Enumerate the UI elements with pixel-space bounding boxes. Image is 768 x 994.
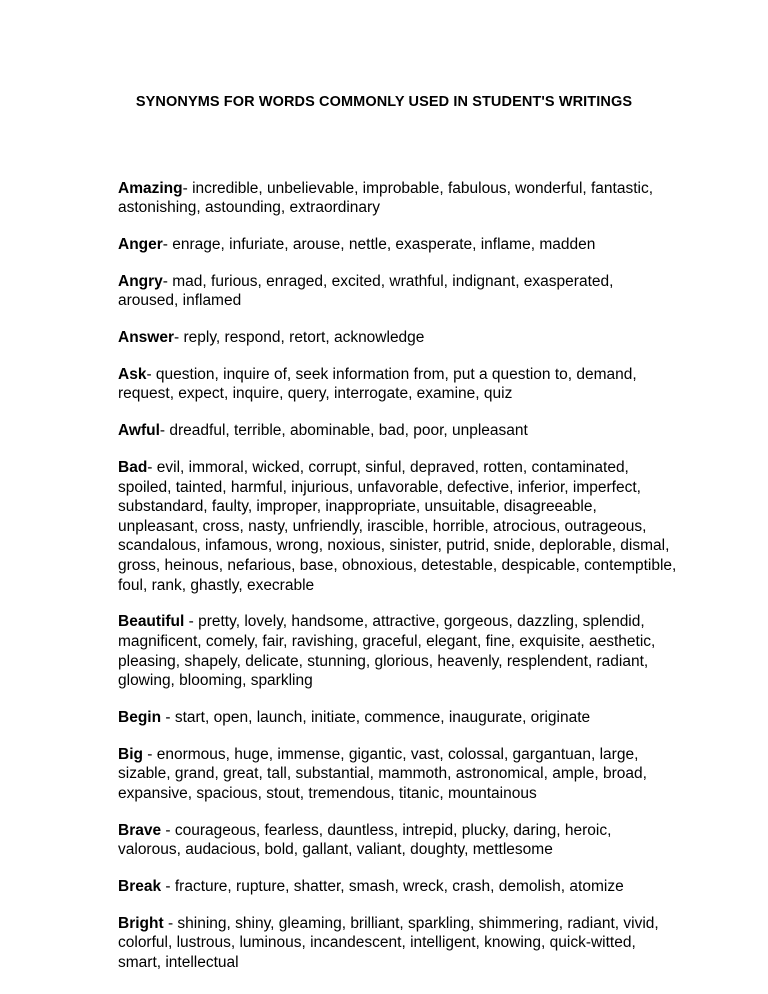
entry-synonyms: enrage, infuriate, arouse, nettle, exasperate, inflame, madden (172, 235, 596, 253)
synonym-entry-awful (118, 421, 678, 441)
entry-synonyms: courageous, fearless, dauntless, intrepid, plucky, daring, heroic, valorous, audacious, bold, gallant, valiant, doughty, mettlesome (118, 821, 612, 859)
entry-synonyms: enormous, huge, immense, gigantic, vast, colossal, gargantuan, large, sizable, grand, great, tall, substantial, mammoth, astronomical, ample, broad, expansive, spacious, stout, tremendous, titanic, mountainous (118, 745, 647, 802)
entry-word: Answer (118, 329, 174, 347)
synonym-entry-bright (118, 914, 678, 973)
entry-word: Beautiful (118, 613, 185, 631)
entry-synonyms: incredible, unbelievable, improbable, fabulous, wonderful, fantastic, astonishing, astounding, extraordinary (118, 179, 654, 217)
entry-word: Awful (118, 422, 160, 440)
synonym-entry-begin (118, 708, 678, 728)
entry-separator: - (174, 329, 184, 347)
entry-synonyms: evil, immoral, wicked, corrupt, sinful, depraved, rotten, contaminated, spoiled, tainted, harmful, injurious, unfavorable, defective, inferior, imperfect, substandard, faulty, improper, inappropriate, unsuitable, disagreeable, unpleasant, cross, nasty, unfriendly, irascible, horrible, atrocious, outrageous, scandalous, infamous, wrong, noxious, sinister, putrid, snide, deplorable, dismal, gross, heinous, nefarious, base, obnoxious, detestable, despicable, contemptible, foul, rank, ghastly, execrable (118, 458, 677, 594)
entry-word: Ask (118, 365, 147, 383)
synonym-entry-brave (118, 821, 678, 860)
entry-separator: - (146, 365, 156, 383)
entry-synonyms: reply, respond, retort, acknowledge (183, 329, 425, 347)
synonym-list (118, 163, 678, 990)
entry-word: Break (118, 878, 162, 895)
entry-separator: - (162, 272, 173, 290)
entry-synonyms: start, open, launch, initiate, commence, inaugurate, originate (174, 708, 591, 726)
entry-synonyms: question, inquire of, seek information from, put a question to, demand, request, expect, inquire, query, interrogate, examine, quiz (118, 365, 637, 403)
synonym-entry-angry (118, 272, 678, 311)
synonym-entry-answer (118, 328, 678, 348)
synonym-entry-anger (118, 235, 678, 255)
entry-separator: - (161, 821, 175, 839)
entry-synonyms: shining, shiny, gleaming, brilliant, sparkling, shimmering, radiant, vivid, colorful, lustrous, luminous, incandescent, intelligent, knowing, quick-witted, smart, intellectual (118, 914, 659, 971)
entry-word: Amazing (118, 179, 183, 197)
synonym-entry-amazing (118, 179, 678, 218)
entry-separator: - (142, 745, 157, 763)
document-title: SYNONYMS FOR WORDS COMMONLY USED IN STUDENT'S WRITINGS (135, 94, 633, 110)
entry-separator: - (161, 878, 175, 895)
entry-synonyms: mad, furious, enraged, excited, wrathful, indignant, exasperated, aroused, inflamed (118, 272, 614, 310)
entry-separator: - (182, 179, 193, 197)
entry-separator: - (147, 458, 157, 476)
synonym-entry-ask (118, 365, 678, 404)
entry-synonyms: pretty, lovely, handsome, attractive, gorgeous, dazzling, splendid, magnificent, comely, fair, ravishing, graceful, elegant, fine, exquisite, aesthetic, pleasing, shapely, delicate, stunning, glorious, heavenly, resplendent, radiant, glowing, blooming, sparkling (118, 613, 656, 690)
synonym-entry-bad (118, 458, 678, 595)
entry-word: Bad (118, 458, 148, 476)
entry-synonyms: dreadful, terrible, abominable, bad, poor, unpleasant (169, 422, 528, 440)
entry-word: Bright (118, 914, 164, 932)
entry-separator: - (163, 914, 178, 932)
synonym-entry-big (118, 745, 678, 804)
entry-word: Angry (118, 272, 163, 290)
entry-word: Big (118, 745, 143, 763)
entry-word: Anger (118, 235, 163, 253)
entry-word: Brave (118, 821, 162, 839)
synonym-entry-break (118, 877, 678, 897)
entry-separator: - (159, 422, 170, 440)
entry-synonyms: fracture, rupture, shatter, smash, wreck, crash, demolish, atomize (174, 878, 624, 895)
entry-separator: - (161, 708, 175, 726)
synonym-entry-beautiful (118, 612, 678, 690)
entry-separator: - (184, 613, 199, 631)
entry-separator: - (162, 235, 173, 253)
entry-word: Begin (118, 708, 162, 726)
